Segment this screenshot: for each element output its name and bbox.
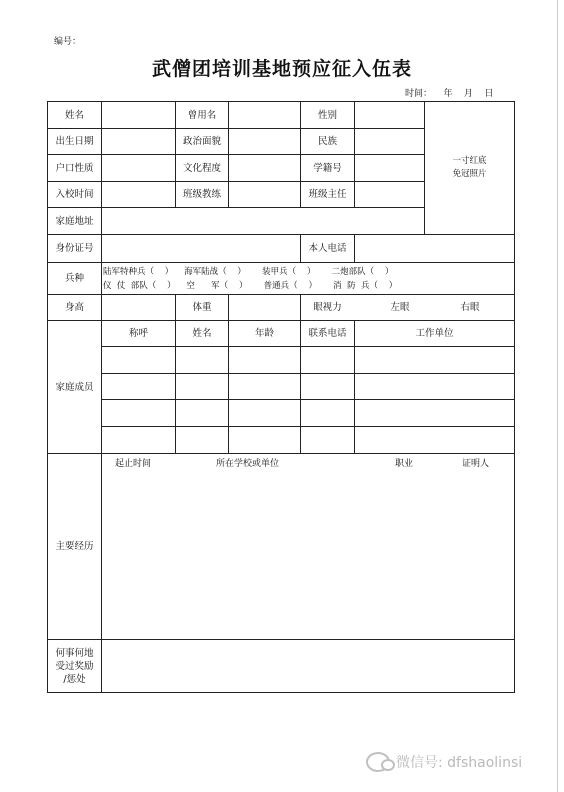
awards-label-line1: 何事何地 <box>55 647 94 659</box>
field-class-coach[interactable] <box>229 182 300 207</box>
label-hukou: 户口性质 <box>55 162 94 174</box>
field-birth-date[interactable] <box>102 129 175 154</box>
field-student-id[interactable] <box>355 155 424 181</box>
field-height[interactable] <box>102 295 175 320</box>
field-education[interactable] <box>229 155 300 181</box>
label-student-id: 学籍号 <box>313 162 342 174</box>
label-left-eye: 左眼 <box>390 302 410 313</box>
label-family-members: 家庭成员 <box>55 381 94 393</box>
field-phone[interactable] <box>355 235 514 262</box>
family-row[interactable] <box>102 347 514 373</box>
label-ethnicity: 民族 <box>317 136 337 147</box>
header-resume-school: 所在学校或单位 <box>216 459 280 469</box>
header-fam-work: 工作单位 <box>415 328 454 339</box>
family-row[interactable] <box>102 427 514 453</box>
label-former-name: 曾用名 <box>187 109 217 121</box>
label-gender: 性别 <box>317 109 337 121</box>
header-resume-witness: 证明人 <box>462 459 490 469</box>
label-education: 文化程度 <box>182 162 221 174</box>
label-phone: 本人电话 <box>308 243 347 254</box>
label-class-coach: 班级教练 <box>182 189 221 200</box>
photo-label-line2: 免冠照片 <box>452 169 487 179</box>
label-birth-date: 出生日期 <box>55 136 94 147</box>
field-class-teacher[interactable] <box>355 182 424 207</box>
header-fam-title: 称呼 <box>128 328 148 339</box>
label-class-teacher: 班级主任 <box>308 189 347 200</box>
watermark <box>366 752 522 772</box>
header-fam-name: 姓名 <box>192 328 212 339</box>
label-id-number: 身份证号 <box>55 243 94 254</box>
field-hukou[interactable] <box>102 155 175 181</box>
label-political-status: 政治面貌 <box>182 136 221 147</box>
field-weight[interactable] <box>229 295 300 320</box>
header-resume-job: 职业 <box>395 459 414 469</box>
photo-box[interactable] <box>425 102 514 234</box>
serial-number-label: 编号： <box>54 37 82 47</box>
watermark-text: 微信号: dfshaolinsi <box>396 755 523 771</box>
date-line: 时间： 年 月 日 <box>405 89 494 99</box>
awards-label-line2: 受过奖励 <box>55 660 94 672</box>
label-eyesight: 眼视力 <box>313 302 342 313</box>
label-service-type: 兵种 <box>64 273 84 284</box>
label-right-eye: 右眼 <box>460 302 480 313</box>
header-fam-age: 年龄 <box>254 328 274 339</box>
label-resume: 主要经历 <box>55 541 94 552</box>
awards-label-line3: /惩处 <box>63 673 86 685</box>
field-awards[interactable] <box>102 640 514 692</box>
service-options-row2[interactable]: 仪 仗 部队（ ） 空 军（ ） 普通兵（ ） 消 防 兵（ ） <box>103 281 398 291</box>
field-home-address[interactable] <box>102 208 424 234</box>
wechat-icon <box>366 752 390 772</box>
header-fam-phone: 联系电话 <box>308 328 347 339</box>
service-options-row1[interactable]: 陆军特种兵（ ） 海军陆战（ ） 装甲兵（ ） 二炮部队（ ） <box>103 267 394 277</box>
label-home-address: 家庭地址 <box>55 215 94 227</box>
field-enroll-time[interactable] <box>102 182 175 207</box>
field-ethnicity[interactable] <box>355 129 424 154</box>
field-resume[interactable] <box>102 472 514 638</box>
label-height: 身高 <box>64 302 84 313</box>
form-title: 武僧团培训基地预应征入伍表 <box>151 58 412 80</box>
label-enroll-time: 入校时间 <box>55 189 94 200</box>
family-row[interactable] <box>102 374 514 399</box>
field-political-status[interactable] <box>229 129 300 154</box>
field-gender[interactable] <box>355 102 424 128</box>
header-resume-period: 起止时间 <box>115 459 152 469</box>
family-row[interactable] <box>102 400 514 426</box>
photo-label-line1: 一寸红底 <box>452 156 487 166</box>
field-former-name[interactable] <box>229 102 300 128</box>
label-awards <box>48 640 101 692</box>
field-id-number[interactable] <box>102 235 300 262</box>
label-weight: 体重 <box>192 302 212 313</box>
label-name: 姓名 <box>64 109 84 121</box>
field-name[interactable] <box>102 102 175 128</box>
